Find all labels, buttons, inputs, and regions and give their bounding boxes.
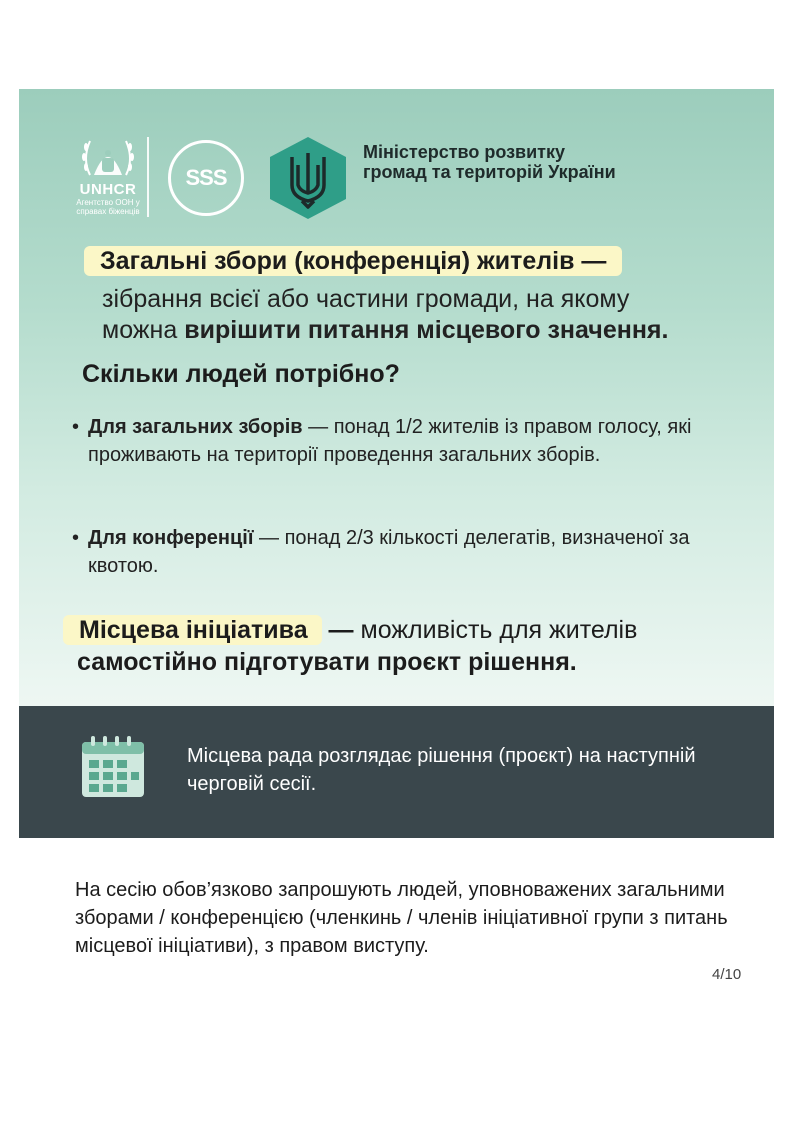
sss-logo: SSS: [168, 140, 244, 216]
info-card: [19, 89, 774, 706]
unhcr-subtitle: Агентство ООН у справах біженців: [76, 198, 140, 216]
ministry-name: Міністерство розвитку громад та територій України: [363, 142, 616, 182]
logo-row: [63, 135, 683, 221]
bullet-general-assembly: • Для загальних зборів — понад 1/2 жителів із правом голосу, які проживають на території проведення загальних зборів.: [72, 416, 692, 466]
local-initiative-text: Місцева ініціатива — можливість для жителів самостійно підготувати проєкт рішення.: [63, 614, 753, 678]
session-info-text: Місцева рада розглядає рішення (проєкт) на наступній черговій сесії.: [187, 745, 696, 795]
assembly-heading: Загальні збори (конференція) жителів —: [84, 247, 622, 276]
logo-divider: [147, 137, 149, 217]
session-info-panel: [19, 706, 774, 838]
how-many-heading: Скільки людей потрібно?: [82, 360, 400, 388]
footer-paragraph: На сесію обов’язково запрошують людей, уповноважених загальними зборами / конференцією (членкинь / членів ініціативної групи з питань місцевої ініціативи), з правом виступу.: [75, 879, 728, 957]
unhcr-emblem-icon: [80, 135, 136, 179]
unhcr-name: UNHCR: [79, 181, 137, 198]
assembly-definition: зібрання всієї або частини громади, на якому можна вирішити питання місцевого значення.: [102, 285, 669, 344]
trident-icon: [266, 135, 350, 221]
bullet-conference: • Для конференції — понад 2/3 кількості делегатів, визначеної за квотою.: [72, 527, 690, 577]
calendar-icon: [81, 736, 145, 798]
page-number: 4/10: [712, 966, 742, 983]
unhcr-logo: [63, 135, 153, 221]
